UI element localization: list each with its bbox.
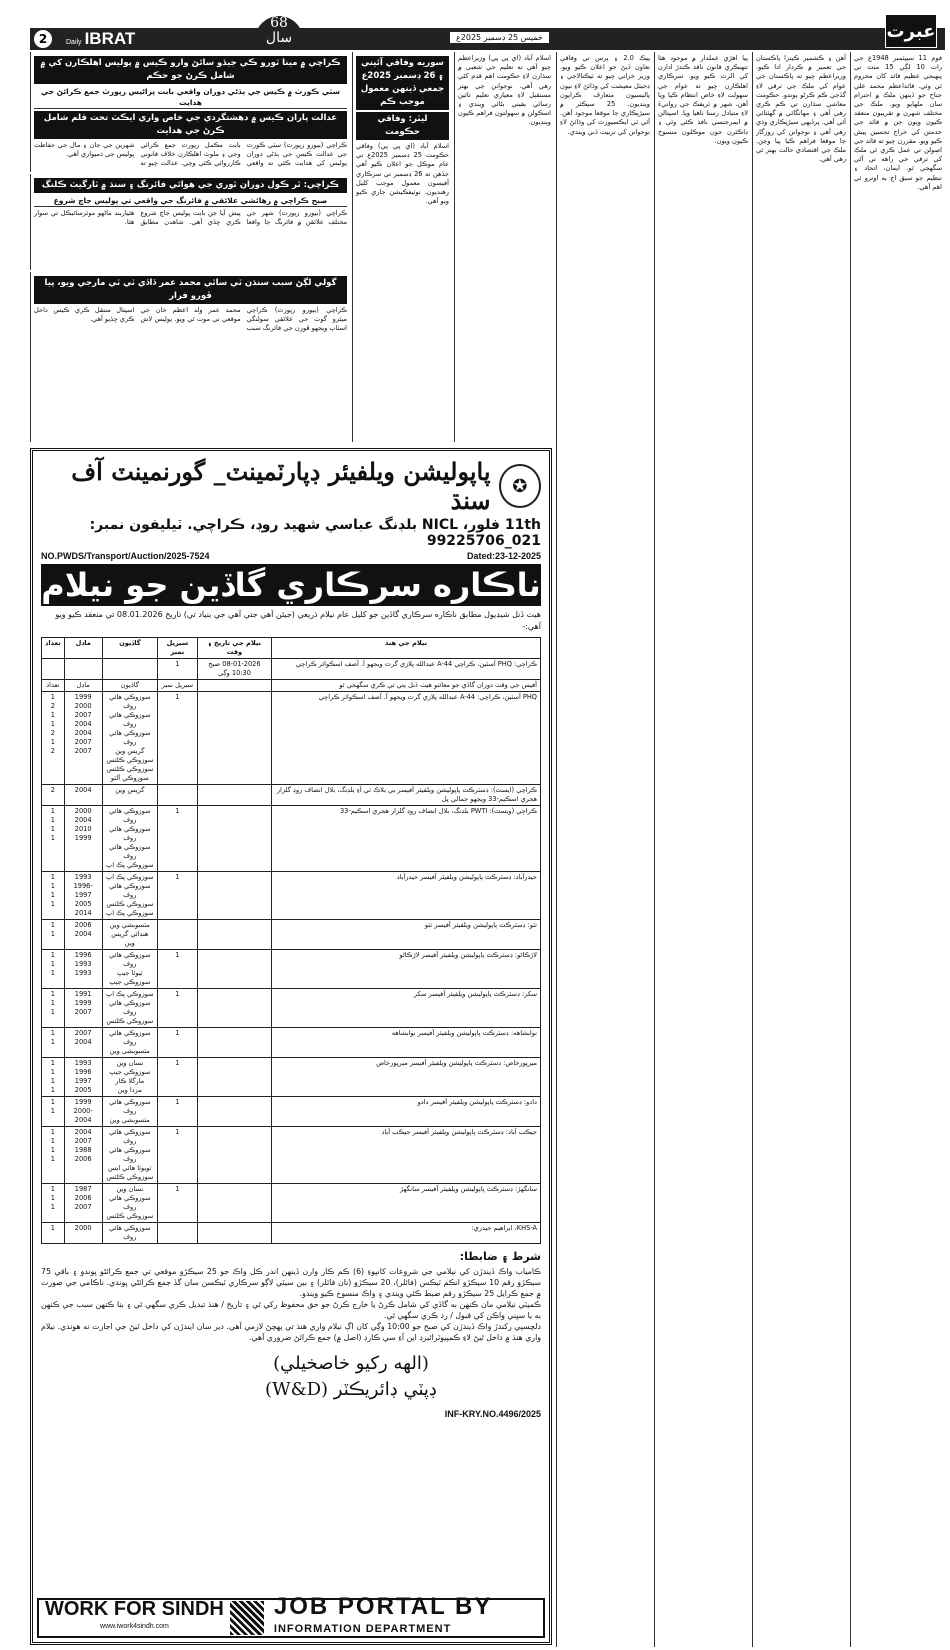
table-cell — [64, 680, 102, 692]
table-cell — [197, 785, 271, 806]
table-cell — [197, 989, 271, 1028]
table-cell — [42, 1097, 65, 1127]
table-cell — [42, 989, 65, 1028]
table-cell: 1 — [157, 1058, 197, 1097]
table-cell: 1 — [157, 692, 197, 785]
cell-line: 2014 — [74, 909, 92, 917]
table-cell: ڪراچي (ويسٽ): PWTI بلڊنگ، بلال انصاف روڊ گلزار هجري اسڪيم-33 — [272, 806, 541, 872]
table-cell — [64, 920, 102, 950]
signature-block — [41, 1351, 541, 1403]
table-row — [42, 1223, 541, 1244]
cell-line: 1 — [50, 816, 55, 824]
article-body: ڪراچي (بيورو رپورٽ) شهر جي مختلف علائقن ۾ فائرنگ جا واقعا پيش آيا جن بابت پوليس جاچ شروع ڪري ڇڏي آهي. شاهدن مطابق هٿياربند ماڻهو موٽرسائيڪل تي سوار هئا. — [34, 209, 347, 227]
cell-line: گاڏيون — [120, 681, 139, 689]
headline: عدالت پاران ڪيس ۾ دهشتگردي جي خاص واري ايڪٽ تحت قلم شامل ڪرڻ جي هدايت — [34, 111, 347, 139]
table-cell — [42, 950, 65, 989]
cell-line: 2 — [50, 702, 55, 710]
signatory-name: (الهه رکيو خاصخيلي) — [273, 1353, 429, 1374]
cell-line: سوزوڪي هائي روف — [109, 843, 151, 860]
table-cell — [102, 1127, 157, 1184]
table-cell — [102, 806, 157, 872]
table-cell: 1 — [157, 989, 197, 1028]
brand-prefix: Daily — [66, 39, 82, 46]
table-cell — [197, 692, 271, 785]
cell-line: 1 — [50, 1008, 55, 1016]
years-number: 68 — [270, 15, 288, 31]
cell-line: سوزوڪي ڪلٽس — [106, 756, 154, 764]
table-cell: سکر: ڊسٽرڪٽ پاپوليشن ويلفيئر آفيسر سکر — [272, 989, 541, 1028]
table-row — [42, 806, 541, 872]
cell-line: سوزوڪي پڪ اپ — [106, 861, 154, 869]
cell-line: 2 — [50, 747, 55, 755]
table-cell — [157, 920, 197, 950]
table-cell: دادو: ڊسٽرڪٽ پاپوليشن ويلفيئر آفيسر دادو — [272, 1097, 541, 1127]
table-cell — [102, 785, 157, 806]
reference-number: NO.PWDS/Transport/Auction/2025-7524 — [41, 551, 210, 561]
cell-line: سوزوڪي پڪ اپ — [106, 873, 154, 881]
table-cell — [64, 1184, 102, 1223]
table-cell — [64, 1223, 102, 1244]
auction-table — [41, 637, 541, 1244]
cell-line: 1 — [50, 1086, 55, 1094]
cell-line: 1993 — [74, 1059, 92, 1067]
cell-line: 1 — [50, 882, 55, 890]
cell-line: 2004 — [74, 930, 92, 938]
cell-line: 2004 — [74, 816, 92, 824]
table-row — [42, 920, 541, 950]
cell-line: سوزوڪي هائي روف — [109, 825, 151, 842]
cell-line: 2004 — [74, 786, 92, 794]
cell-line: تعداد — [46, 681, 60, 689]
table-row — [42, 1184, 541, 1223]
cell-line: 1 — [50, 711, 55, 719]
column-header: سيريل نمبر — [157, 638, 197, 659]
subheadline: ليٽر: وفاقي حڪومت — [356, 112, 449, 140]
article-2 — [30, 174, 350, 270]
table-cell — [102, 1223, 157, 1244]
cell-line: مزدا وين — [117, 1086, 142, 1094]
column-header: ماڊل — [64, 638, 102, 659]
cell-line: سوزوڪي پڪ اپ — [106, 990, 154, 998]
brand-text: IBRAT — [84, 29, 136, 48]
department-address: 11th فلور، NICL بلڊنگ عباسي شهيد روڊ، ڪراچي. ٽيليفون نمبر: 021_99225706 — [89, 517, 541, 549]
cell-line: 1993 — [74, 873, 92, 881]
article-body: ڪراچي (بيورو رپورٽ) ڪراچي ميٽرو گوٺ جي علائقي سولنگي اسٽاپ ويجهو ڦورن جي فائرنگ سبب محمد عمر ولد اعظم خان جي موقعي تي موت ٿي ويو. پوليس لاش اسپتال منتقل ڪري ڪيس داخل ڪري ڇڏيو آهي. — [34, 306, 347, 333]
cell-line: سوزوڪي جيپ — [109, 1068, 151, 1076]
table-cell — [102, 1058, 157, 1097]
portal-url: www.iwork4sindh.com — [100, 1623, 169, 1630]
portal-left-text: WORK FOR SINDH — [45, 1598, 224, 1620]
cell-line: 1 — [50, 921, 55, 929]
table-row — [42, 950, 541, 989]
table-cell — [64, 1028, 102, 1058]
cell-line: 2007 — [74, 1029, 92, 1037]
term: ڪميٽي نيلامي مان ڪنهن به گاڏي کي شامل ڪرڻ يا خارج ڪرڻ جو حق محفوظ رکي ٿي ۽ تاريخ / هنڌ تبديل ڪري سگهي ٿي ۽ بنا ڪنهن سبب جي ڪنهن به يا سڀني واڪن کي قبول / رد ڪري سگهي ٿي. — [41, 1300, 541, 1320]
table-cell — [102, 1097, 157, 1127]
cell-line: سوزوڪي هائي روف — [109, 1194, 151, 1211]
cell-line: سوزوڪي هائي روف — [109, 999, 151, 1016]
column-header: گاڏيون — [102, 638, 157, 659]
headline: سوريه وفاقي آئيني ۽ 26 ڊسمبر 2025ع جمعي ڏينهن معمول موجب ڪم — [356, 56, 449, 110]
table-cell — [42, 1058, 65, 1097]
table-cell — [64, 692, 102, 785]
dated: Dated:23-12-2025 — [466, 551, 541, 561]
cell-line: نسان وين — [116, 1059, 144, 1067]
table-cell: نوابشاهه: ڊسٽرڪٽ پاپوليشن ويلفيئر آفيسر نوابشاهه — [272, 1028, 541, 1058]
cell-line: 2007 — [74, 1008, 92, 1016]
qr-code-icon — [230, 1601, 264, 1635]
table-cell — [42, 785, 65, 806]
cell-line: سوزوڪي ڪلٽس — [106, 1173, 154, 1181]
table-cell: 1 — [157, 659, 197, 680]
text-column: پيا اهڙي عملدار ۾ موجود هئا تنهنڪري قانون نافذ ڪندڙ ادارن کي الرٽ ڪيو ويو. سرڪاري اهلڪارن چيو ته عوام جي سهولت لاءِ خاص انتظام ڪيا ويا آهن. شهر ۾ ٽريفڪ جي روانيءَ لاءِ متبادل رستا ٺاهيا ويا. اسپتالن ۾ ايمرجنسي نافذ ڪئي وئي ۽ ڊاڪٽرن جون موڪلون منسوخ ڪيون ويون. — [654, 52, 751, 1647]
portal-right-sub: INFORMATION DEPARTMENT — [273, 1623, 452, 1635]
table-row — [42, 659, 541, 680]
cell-line: 2007 — [74, 747, 92, 755]
table-row — [42, 989, 541, 1028]
article-body: اسلام آباد (اي پي پي) وفاقي حڪومت 25 ڊسمبر 2025ع تي عام موڪل جو اعلان ڪيو آهي جڏهن ته 26 ڊسمبر تي سرڪاري آفيسون معمول موجب کليل رهنديون. نوٽيفڪيشن جاري ڪيو ويو آهي. — [356, 142, 449, 206]
table-cell — [42, 920, 65, 950]
cell-line: 1 — [50, 951, 55, 959]
ad-intro: هيٺ ڏنل شيڊيول مطابق ناڪاره سرڪاري گاڏين جو کليل عام نيلام ذريعي (جيئن آهي جتي آهي جي بنياد تي) تاريخ 08.01.2026 تي منعقد ڪيو ويو آهي:- — [55, 610, 541, 631]
cell-line: سوزوڪي هائي روف — [109, 729, 151, 746]
brand-name — [66, 29, 135, 49]
cell-line: 1 — [50, 1146, 55, 1154]
cell-line: سوزوڪي هائي روف — [109, 807, 151, 824]
cell-line: 1999 — [74, 834, 92, 842]
cell-line: 2007 — [74, 711, 92, 719]
table-cell — [197, 1058, 271, 1097]
auction-advertisement — [30, 448, 552, 1645]
headline: ڪراچي: ٿر ڪول دوران ٿوري جي هوائي فائرنگ ۽ سنڌ ۾ ٽارگيٽ ڪلنگ — [34, 178, 347, 193]
table-cell: 1 — [157, 1097, 197, 1127]
table-cell — [197, 1097, 271, 1127]
cell-line: سوزوڪي هائي روف — [109, 1029, 151, 1046]
table-cell: آفيس جي وقت دوران گاڏي جو معائنو هيٺ ڏنل پتي تي ڪري سگهجي ٿو — [272, 680, 541, 692]
table-cell — [197, 872, 271, 920]
cell-line: 1 — [50, 738, 55, 746]
cell-line: مٽسوبشي وين — [109, 921, 150, 929]
table-cell: 1 — [157, 1184, 197, 1223]
table-cell — [197, 950, 271, 989]
table-cell — [197, 1184, 271, 1223]
table-cell: حيدرآباد: ڊسٽرڪٽ پاپوليشن ويلفيئر آفيسر حيدرآباد — [272, 872, 541, 920]
table-cell: 1 — [157, 872, 197, 920]
column-header: نيلام جي تاريخ ۽ وقت — [197, 638, 271, 659]
cell-line: 2004 — [74, 729, 92, 737]
cell-line: 1 — [50, 1185, 55, 1193]
cell-line: ٽويوٽا هائي ايس — [108, 1164, 152, 1172]
table-cell — [42, 659, 65, 680]
article-3 — [30, 272, 350, 442]
cell-line: 1 — [50, 873, 55, 881]
cell-line: سوزوڪي ڪلٽس — [106, 1212, 154, 1220]
cell-line: 1996 — [74, 1068, 92, 1076]
table-cell: ٺٽو: ڊسٽرڪٽ پاپوليشن ويلفيئر آفيسر ٺٽو — [272, 920, 541, 950]
table-cell — [42, 692, 65, 785]
table-cell — [197, 1028, 271, 1058]
cell-line: هنڊائي گريس وين — [111, 930, 149, 947]
cell-line: سوزوڪي ڪلٽس — [106, 1017, 154, 1025]
masthead — [30, 15, 945, 50]
issue-date: خميس 25 ڊسمبر 2025ع — [450, 32, 549, 43]
cell-line: گريس وين — [115, 747, 145, 755]
table-cell: 08-01-2026 صبح 10:30 وڳي — [197, 659, 271, 680]
article-body: ڪراچي (بيورو رپورٽ) سٽي ڪورٽ جي عدالت ڪيس جي ٻڌڻي دوران پوليس کي هدايت ڪئي ته واقعي بابت مڪمل رپورٽ جمع ڪرائي وڃي ۽ ملوث اهلڪارن خلاف قانوني ڪارروائي ڪئي وڃي. عدالت چيو ته شهرين جي جان ۽ مال جي حفاظت پوليس جي ذميواري آهي. — [34, 141, 347, 168]
table-cell: 1 — [157, 1028, 197, 1058]
cell-line: 1 — [50, 1038, 55, 1046]
cell-line: سوزوڪي هائي روف — [109, 693, 151, 710]
cell-line: 1 — [50, 1155, 55, 1163]
cell-line: 1999 — [74, 999, 92, 1007]
cell-line: 1 — [50, 999, 55, 1007]
headline: گولي لڳڻ سبب سنڌن ٽي ساٿي محمد عمر ڏاڏي ٽي ٽي مارجي ويو، پيا ڦورو فرار — [34, 276, 347, 304]
table-cell: سيريل نمبر — [157, 680, 197, 692]
table-cell — [197, 1127, 271, 1184]
ad-banner: ناڪاره سرڪاري گاڏين جو نيلام — [41, 566, 541, 604]
table-cell: ميرپورخاص: ڊسٽرڪٽ پاپوليشن ويلفيئر آفيسر ميرپورخاص — [272, 1058, 541, 1097]
table-cell — [42, 1127, 65, 1184]
cell-line: سوزوڪي هائي روف — [109, 1146, 151, 1163]
table-cell — [102, 680, 157, 692]
cell-line: سوزوڪي هائي روف — [109, 711, 151, 728]
page-number: 2 — [34, 30, 52, 48]
table-cell: 1 — [157, 950, 197, 989]
cell-line: 1996-1997 — [73, 882, 93, 899]
cell-line: 2005 — [74, 900, 92, 908]
newspaper-logo: عبرت — [885, 14, 937, 48]
terms-section — [41, 1250, 541, 1343]
department-name: پاپوليشن ويلفيئر ڊپارٽمينٽ_ گورنمينٽ آف سنڌ — [71, 457, 491, 515]
cell-line: سوزوڪي ڪلٽس — [106, 765, 154, 773]
table-cell: لاڙڪاڻو: ڊسٽرڪٽ پاپوليشن ويلفيئر آفيسر لاڙڪاڻو — [272, 950, 541, 989]
table-cell — [197, 680, 271, 692]
table-cell: 1 — [157, 1127, 197, 1184]
cell-line: 1993 — [74, 960, 92, 968]
cell-line: 1999 — [74, 693, 92, 701]
table-cell — [102, 692, 157, 785]
cell-line: 2000 — [74, 807, 92, 815]
cell-line: سوزوڪي هائي روف — [109, 951, 151, 968]
cell-line: 1 — [50, 1107, 55, 1115]
cell-line: 2000 — [74, 1224, 92, 1232]
table-cell — [157, 1223, 197, 1244]
cell-line: ٽيوٽا جيپ — [116, 969, 143, 977]
cell-line: 1 — [50, 834, 55, 842]
cell-line: 2 — [50, 729, 55, 737]
cell-line: سوزوڪي هائي روف — [109, 1128, 151, 1145]
cell-line: 1 — [50, 960, 55, 968]
table-cell — [102, 1184, 157, 1223]
cell-line: 1 — [50, 1068, 55, 1076]
cell-line: 2004 — [74, 1128, 92, 1136]
table-cell — [42, 872, 65, 920]
table-cell: KHS-A، ابراهيم حيدري: — [272, 1223, 541, 1244]
cell-line: سوزوڪي آلٽو — [110, 774, 149, 782]
table-cell: 1 — [157, 806, 197, 872]
cell-line: 1 — [50, 1077, 55, 1085]
cell-line: 2004 — [74, 1038, 92, 1046]
cell-line: مٽسوبشي وين — [109, 1047, 150, 1055]
table-cell — [102, 872, 157, 920]
table-cell — [64, 806, 102, 872]
term: دلچسپي رکندڙ واڪ ڏيندڙن کي صبح جو 10:00 وڳي کان اڳ نيلام واري هنڌ تي پهچڻ لازمي آهي. دير سان ايندڙن کي داخل ٿيڻ جي اجازت نه هوندي. نيلام واري هنڌ ۾ داخل ٿيڻ لاءِ ڪمپيوٽرائيزڊ اين آءِ سي ڪارڊ (اصل ۾) جمع ڪرائڻ ضروري آهي. — [41, 1322, 541, 1342]
table-cell — [42, 1028, 65, 1058]
cell-line: 1 — [50, 720, 55, 728]
cell-line: 2 — [50, 786, 55, 794]
cell-line: 1997 — [74, 1077, 92, 1085]
cell-line: 1991 — [74, 990, 92, 998]
cell-line: ماڊل — [76, 681, 90, 689]
cell-line: سوزوڪي پڪ اپ — [106, 909, 154, 917]
cell-line: مارگلا ڪار — [115, 1077, 145, 1085]
signatory-title: ڊپٽي ڊائريڪٽر (W&D) — [265, 1379, 437, 1400]
article-5 — [454, 52, 554, 442]
cell-line: 2010 — [74, 825, 92, 833]
table-row — [42, 872, 541, 920]
cell-line: 1999 — [74, 1098, 92, 1106]
portal-right-text: JOB PORTAL BY — [273, 1593, 493, 1620]
terms-title: شرط ۽ ضابطا: — [459, 1250, 541, 1263]
cell-line: 1 — [50, 807, 55, 815]
cell-line: 1 — [50, 990, 55, 998]
table-cell: PHQ آسٽين، ڪراچي: A-44 عبدالله پلازي گرٽ ويجهو آ. آصف اسڪوائر ڪراچي — [272, 692, 541, 785]
table-cell — [64, 872, 102, 920]
job-portal-banner — [37, 1593, 545, 1638]
cell-line: 1 — [50, 825, 55, 833]
table-cell — [197, 920, 271, 950]
table-cell — [64, 659, 102, 680]
table-cell — [64, 989, 102, 1028]
cell-line: 2000-2004 — [73, 1107, 93, 1124]
cell-line: 1 — [50, 1203, 55, 1211]
cell-line: 1 — [50, 1098, 55, 1106]
table-cell — [64, 1097, 102, 1127]
cell-line: 2006 — [74, 1155, 92, 1163]
table-cell: ڪراچي: PHQ آسٽين، ڪراچي A-44 عبدالله پلازي گرٽ ويجهو آ. آصف اسڪوائر ڪراچي — [272, 659, 541, 680]
table-row — [42, 680, 541, 692]
table-row — [42, 1028, 541, 1058]
table-cell — [157, 785, 197, 806]
cell-line: 1987 — [74, 1185, 92, 1193]
table-cell — [42, 1184, 65, 1223]
article-body: اسلام آباد (اي پي پي) وزيراعظم چيو آهي ته تعليم جي شعبي ۾ سڌارن لاءِ حڪومت اهم قدم کڻي رهي آهي. نوجوانن جي بهتر مستقبل لاءِ معياري تعليم تائين رسائي يقيني بڻائي ويندي ۽ اسڪولن ۾ سهولتون فراهم ڪيون وينديون. — [458, 54, 551, 127]
cell-line: 2005 — [74, 1086, 92, 1094]
cell-line: 1 — [50, 900, 55, 908]
cell-line: گريس وين — [115, 786, 145, 794]
table-row — [42, 1127, 541, 1184]
table-cell — [102, 950, 157, 989]
table-cell — [64, 785, 102, 806]
cell-line: سوزوڪي جيپ — [109, 978, 151, 986]
cell-line: سوزوڪي هائي روف — [109, 882, 151, 899]
table-cell — [197, 806, 271, 872]
table-row — [42, 1097, 541, 1127]
sindh-emblem-icon: ✪ — [499, 464, 541, 508]
cell-line: 1 — [50, 1029, 55, 1037]
table-cell — [64, 950, 102, 989]
table-cell: جيڪب آباد: ڊسٽرڪٽ پاپوليشن ويلفيئر آفيسر جيڪب آباد — [272, 1127, 541, 1184]
table-cell — [64, 1058, 102, 1097]
headline: ڪراچي ۾ مينا ٿورو ڪي جيڏو سائڻ وارو ڪيس ۾ پوليس اهلڪارن کي ۾ شامل ڪرڻ جو حڪم — [34, 56, 347, 84]
inf-number: INF-KRY.NO.4496/2025 — [444, 1409, 541, 1419]
cell-line: 1988 — [74, 1146, 92, 1154]
cell-line: سوزوڪي هائي روف — [109, 1098, 151, 1115]
article-1 — [30, 52, 350, 172]
table-cell — [102, 659, 157, 680]
subheadline: سٽي ڪورٽ ۾ ڪيس جي ٻڌڻي دوران واقعي بابت پراڻيس رپورٽ جمع ڪرائڻ جي هدايت — [34, 86, 347, 109]
cell-line: نسان وين — [116, 1185, 144, 1193]
text-column: پيڪ 2.0 ۽ پرس تي وفاقي تعاون ڏيڻ جو اعلان ڪيو ويو. وزير خزاني چيو ته ٽيڪنالاجي ۽ ڊجيٽل معيشت کي وڌائڻ لاءِ نيون پاليسيون متعارف ڪرايون وينديون. 25 سيڪٽر ۾ سيڙپڪاري جا موقعا موجود آهن. آئي ٽي ايڪسپورٽ کي وڌائڻ لاءِ نوجوانن کي تربيت ڏني ويندي. — [556, 52, 653, 1647]
subheadline: صبح ڪراچي ۾ رهائشي علائقي ۾ فائرنگ جي واقعي تي پوليس جاچ شروع — [34, 195, 347, 207]
cell-line: 1 — [50, 1128, 55, 1136]
table-cell: سانگهڙ: ڊسٽرڪٽ پاپوليشن ويلفيئر آفيسر سانگهڙ — [272, 1184, 541, 1223]
cell-line: 2004 — [74, 720, 92, 728]
column-header: تعداد — [42, 638, 65, 659]
table-cell — [102, 989, 157, 1028]
text-column: قوم 11 سيپٽمبر 1948ع جي رات 10 لڳي 15 منٽ تي پنهنجي عظيم قائد کان محروم ٿي وئي. قائداعظم محمد علي جناح جو ڏينهن ملڪ ۾ احترام سان ملهايو ويو. ملڪ جي مختلف شهرن ۾ تقريبون منعقد ڪيون ويون جن ۾ قائد جي خدمتن کي خراج تحسين پيش ڪيو ويو. مقررن چيو ته قائد جي اصولن تي عمل ڪري ئي ملڪ کي ترقي جي راهه تي آڻي سگهجي ٿو. ايمان، اتحاد ۽ تنظيم جو سبق اڄ به اوترو ئي اهم آهي. — [850, 52, 945, 1647]
table-cell — [197, 1223, 271, 1244]
table-row — [42, 1058, 541, 1097]
cell-line: 1 — [50, 930, 55, 938]
table-cell — [42, 1223, 65, 1244]
cell-line: 1 — [50, 1224, 55, 1232]
cell-line: 1 — [50, 891, 55, 899]
cell-line: 1993 — [74, 969, 92, 977]
cell-line: 1 — [50, 1137, 55, 1145]
cell-line: 2006 — [74, 921, 92, 929]
cell-line: مٽسوبشي وين — [109, 1116, 150, 1124]
table-cell: ڪراچي (ايسٽ): ڊسٽرڪٽ پاپوليشن ويلفيئر آفيسر بي بلاڪ ٽي آءِ بلڊنگ، بلال انصاف روڊ گلزار هجري اسڪيم-33 ويجهو جمالي پل — [272, 785, 541, 806]
cell-line: 1 — [50, 693, 55, 701]
years-label: سال — [265, 30, 293, 46]
cell-line: 1 — [50, 969, 55, 977]
years-badge — [255, 16, 303, 50]
cell-line: 1 — [50, 1194, 55, 1202]
cell-line: سوزوڪي هائي روف — [109, 1224, 151, 1241]
text-column: آهن ۽ ڪشمير ڪيترا پاڪستان جي تعمير ۾ ڪردار ادا ڪيو. وزيراعظم چيو ته پاڪستان جي عوام کي ملڪ جي ترقي لاءِ گڏجي ڪم ڪرڻو پوندو. حڪومت معاشي سڌارن تي ڪم ڪري رهي آهي ۽ مهانگائي ۾ گهٽتائي آئي آهي. پرڏيهي سيڙپڪاري وڌي رهي آهي ۽ نوجوانن کي روزگار جا موقعا فراهم ڪيا پيا وڃن. ملڪ جي اقتصادي حالت بهتر ٿي رهي آهي. — [752, 52, 849, 1647]
cell-line: 2006 — [74, 1194, 92, 1202]
cell-line: 1996 — [74, 951, 92, 959]
cell-line: 2007 — [74, 1137, 92, 1145]
article-4 — [352, 52, 452, 442]
table-cell — [42, 806, 65, 872]
term: ڪامياب واڪ ڏيندڙن کي نيلامي جي شروعات کانپوءِ (6) ڪم ڪار وارن ڏينهن اندر ڪل واڪ جو 25 سيڪڙو موقعي تي جمع ڪرائڻو پوندو ۽ باقي 75 سيڪڙو رقم 10 سيڪڙو انڪم ٽيڪس (فائلر)، 20 سيڪڙو (نان فائلر) ۽ بين سيٽي لاڳو سرڪاري ٽيڪسن سان گڏ جمع ڪرائڻي پوندي. ناڪامي جي صورت ۾ جمع ڪرايل 25 سيڪڙو رقم ضبط ڪئي ويندي ۽ واڪ منسوخ ڪيو ويندو. — [41, 1267, 542, 1298]
cell-line: 1 — [50, 1059, 55, 1067]
table-row — [42, 785, 541, 806]
column-header: نيلام جي هنڌ — [272, 638, 541, 659]
table-cell — [102, 920, 157, 950]
cell-line: 2000 — [74, 702, 92, 710]
table-cell — [42, 680, 65, 692]
cell-line: 2007 — [74, 738, 92, 746]
cell-line: 2007 — [74, 1203, 92, 1211]
table-row — [42, 692, 541, 785]
cell-line: سوزوڪي ڪلٽس — [106, 900, 154, 908]
table-cell — [64, 1127, 102, 1184]
table-cell — [102, 1028, 157, 1058]
